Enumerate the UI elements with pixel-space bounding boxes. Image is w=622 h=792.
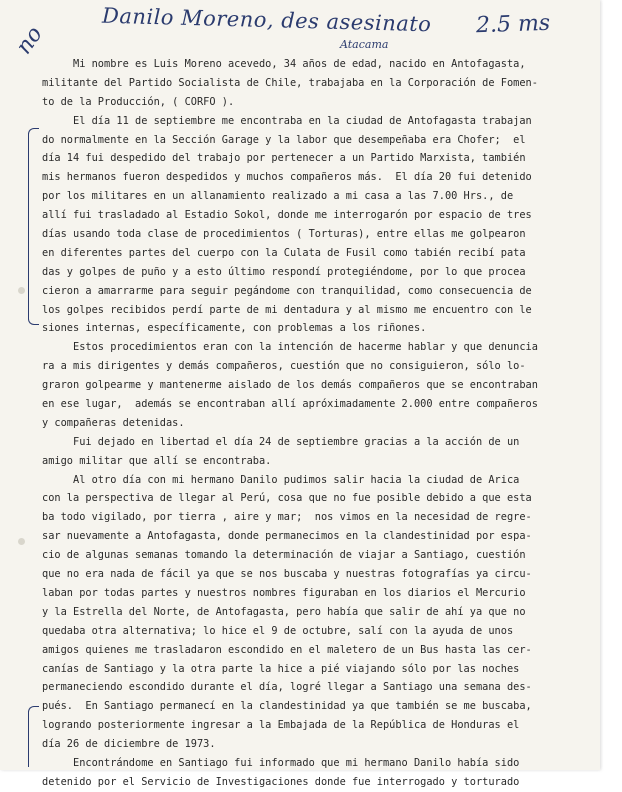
- text-line: canías de Santiago y la otra parte la hice a pié viajando sólo por las noches: [42, 662, 520, 675]
- handwritten-number: 2.5 ms: [475, 10, 551, 39]
- text-line: cio de algunas semanas tomando la determinación de viajar a Santiago, cuestión: [42, 549, 526, 562]
- text-line: ba todo vigilado, por tierra , aire y mar; nos vimos en la necesidad de regre-: [42, 511, 532, 524]
- text-line: amigos quienes me trasladaron escondido en el maletero de un Bus hasta las cer-: [42, 643, 532, 656]
- text-line: pués. En Santiago permanecí en la clandestinidad ya que también se me buscaba,: [42, 700, 532, 713]
- text-line: Encontrándome en Santiago fui informado que mi hermano Danilo había sido: [42, 756, 520, 769]
- paragraph: [42, 112, 582, 339]
- text-line: Mi nombre es Luis Moreno acevedo, 34 años de edad, nacido en Antofagasta,: [42, 58, 526, 70]
- text-line: siones internas, específicamente, con problemas a los riñones.: [42, 322, 427, 335]
- handwritten-title: Danilo Moreno, des asesinato: [101, 3, 432, 37]
- text-line: das y golpes de puño y a esto último respondí protegiéndome, por lo que procea: [42, 265, 526, 278]
- text-line: militante del Partido Socialista de Chile, trabajaba en la Corporación de Fomen-: [42, 76, 538, 89]
- text-line: cieron a amarrarme para seguir pegándome con tranquilidad, como consecuencia de: [42, 284, 532, 297]
- text-line: que no era nada de fácil ya que se nos buscaba y nuestras fotografías ya circu-: [42, 568, 532, 581]
- paragraph: [42, 338, 582, 432]
- text-line: laban por todas partes y nuestros nombres figuraban en los diarios el Mercurio: [42, 586, 526, 599]
- text-line: Fui dejado en libertad el día 24 de septiembre gracias a la acción de un: [42, 435, 520, 448]
- text-line: por los militares en un allanamiento realizado a mi casa a las 7.00 Hrs., de: [42, 190, 514, 203]
- text-line: los golpes recibidos perdí parte de mi dentadura y al mismo me encuentro con le: [42, 303, 532, 316]
- text-line: días usando toda clase de procedimientos ( Torturas), entre ellas me golpearon: [42, 228, 526, 241]
- paragraph: [42, 471, 582, 754]
- text-line: amigo militar que allí se encontraba.: [42, 454, 272, 467]
- text-line: con la perspectiva de llegar al Perú, cosa que no fue posible debido a que esta: [42, 492, 532, 505]
- typed-testimony: [42, 55, 582, 792]
- punch-hole: [18, 538, 25, 545]
- text-line: to de la Producción, ( CORFO ).: [42, 95, 235, 108]
- text-line: y compañeras detenidas.: [42, 416, 185, 429]
- text-line: Estos procedimientos eran con la intención de hacerme hablar y que denuncia: [42, 341, 538, 354]
- text-line: quedaba otra alternativa; lo hice el 9 de octubre, salí con la ayuda de unos: [42, 624, 514, 637]
- handwritten-correction: Atacama: [340, 38, 389, 51]
- text-line: sar nuevamente a Antofagasta, donde permanecimos en la clandestinidad por espa-: [42, 530, 532, 543]
- text-line: ra a mis dirigentes y demás compañeros, cuestión que no consiguieron, sólo lo-: [42, 360, 526, 373]
- text-line: día 26 de diciembre de 1973.: [42, 738, 216, 751]
- text-line: en ese lugar, además se encontraban allí apróximadamente 2.000 entre compañeros: [42, 398, 538, 411]
- handwritten-margin-note: no: [11, 22, 48, 59]
- paragraph: [42, 754, 582, 792]
- paragraph: [42, 55, 582, 112]
- margin-bracket: [28, 128, 39, 325]
- text-line: mis hermanos fueron despedidos y muchos compañeros más. El día 20 fui detenido: [42, 171, 532, 184]
- text-line: allí fui trasladado al Estadio Sokol, donde me interrogarón por espacio de tres: [42, 209, 532, 222]
- margin-bracket: [28, 706, 39, 767]
- text-line: detenido por el Servicio de Investigaciones donde fue interrogado y torturado: [42, 775, 520, 788]
- text-line: El día 11 de septiembre me encontraba en la ciudad de Antofagasta trabajan: [42, 114, 532, 127]
- text-line: graron golpearme y mantenerme aislado de los demás compañeros que se encontraban: [42, 379, 538, 392]
- text-line: en diferentes partes del cuerpo con la Culata de Fusil como tabién recibí pata: [42, 246, 526, 259]
- text-line: do normalmente en la Sección Garage y la labor que desempeñaba era Chofer; el: [42, 133, 526, 146]
- paragraph: [42, 433, 582, 471]
- text-line: Al otro día con mi hermano Danilo pudimos salir hacia la ciudad de Arica: [42, 473, 520, 486]
- text-line: y la Estrella del Norte, de Antofagasta, pero había que salir de ahí ya que no: [42, 605, 526, 618]
- punch-hole: [18, 287, 25, 294]
- text-line: permaneciendo escondido durante el día, logré llegar a Santiago una semana des-: [42, 681, 532, 694]
- text-line: día 14 fui despedido del trabajo por pertenecer a un Partido Marxista, también: [42, 152, 526, 165]
- text-line: logrando posteriormente ingresar a la Embajada de la República de Honduras el: [42, 719, 520, 732]
